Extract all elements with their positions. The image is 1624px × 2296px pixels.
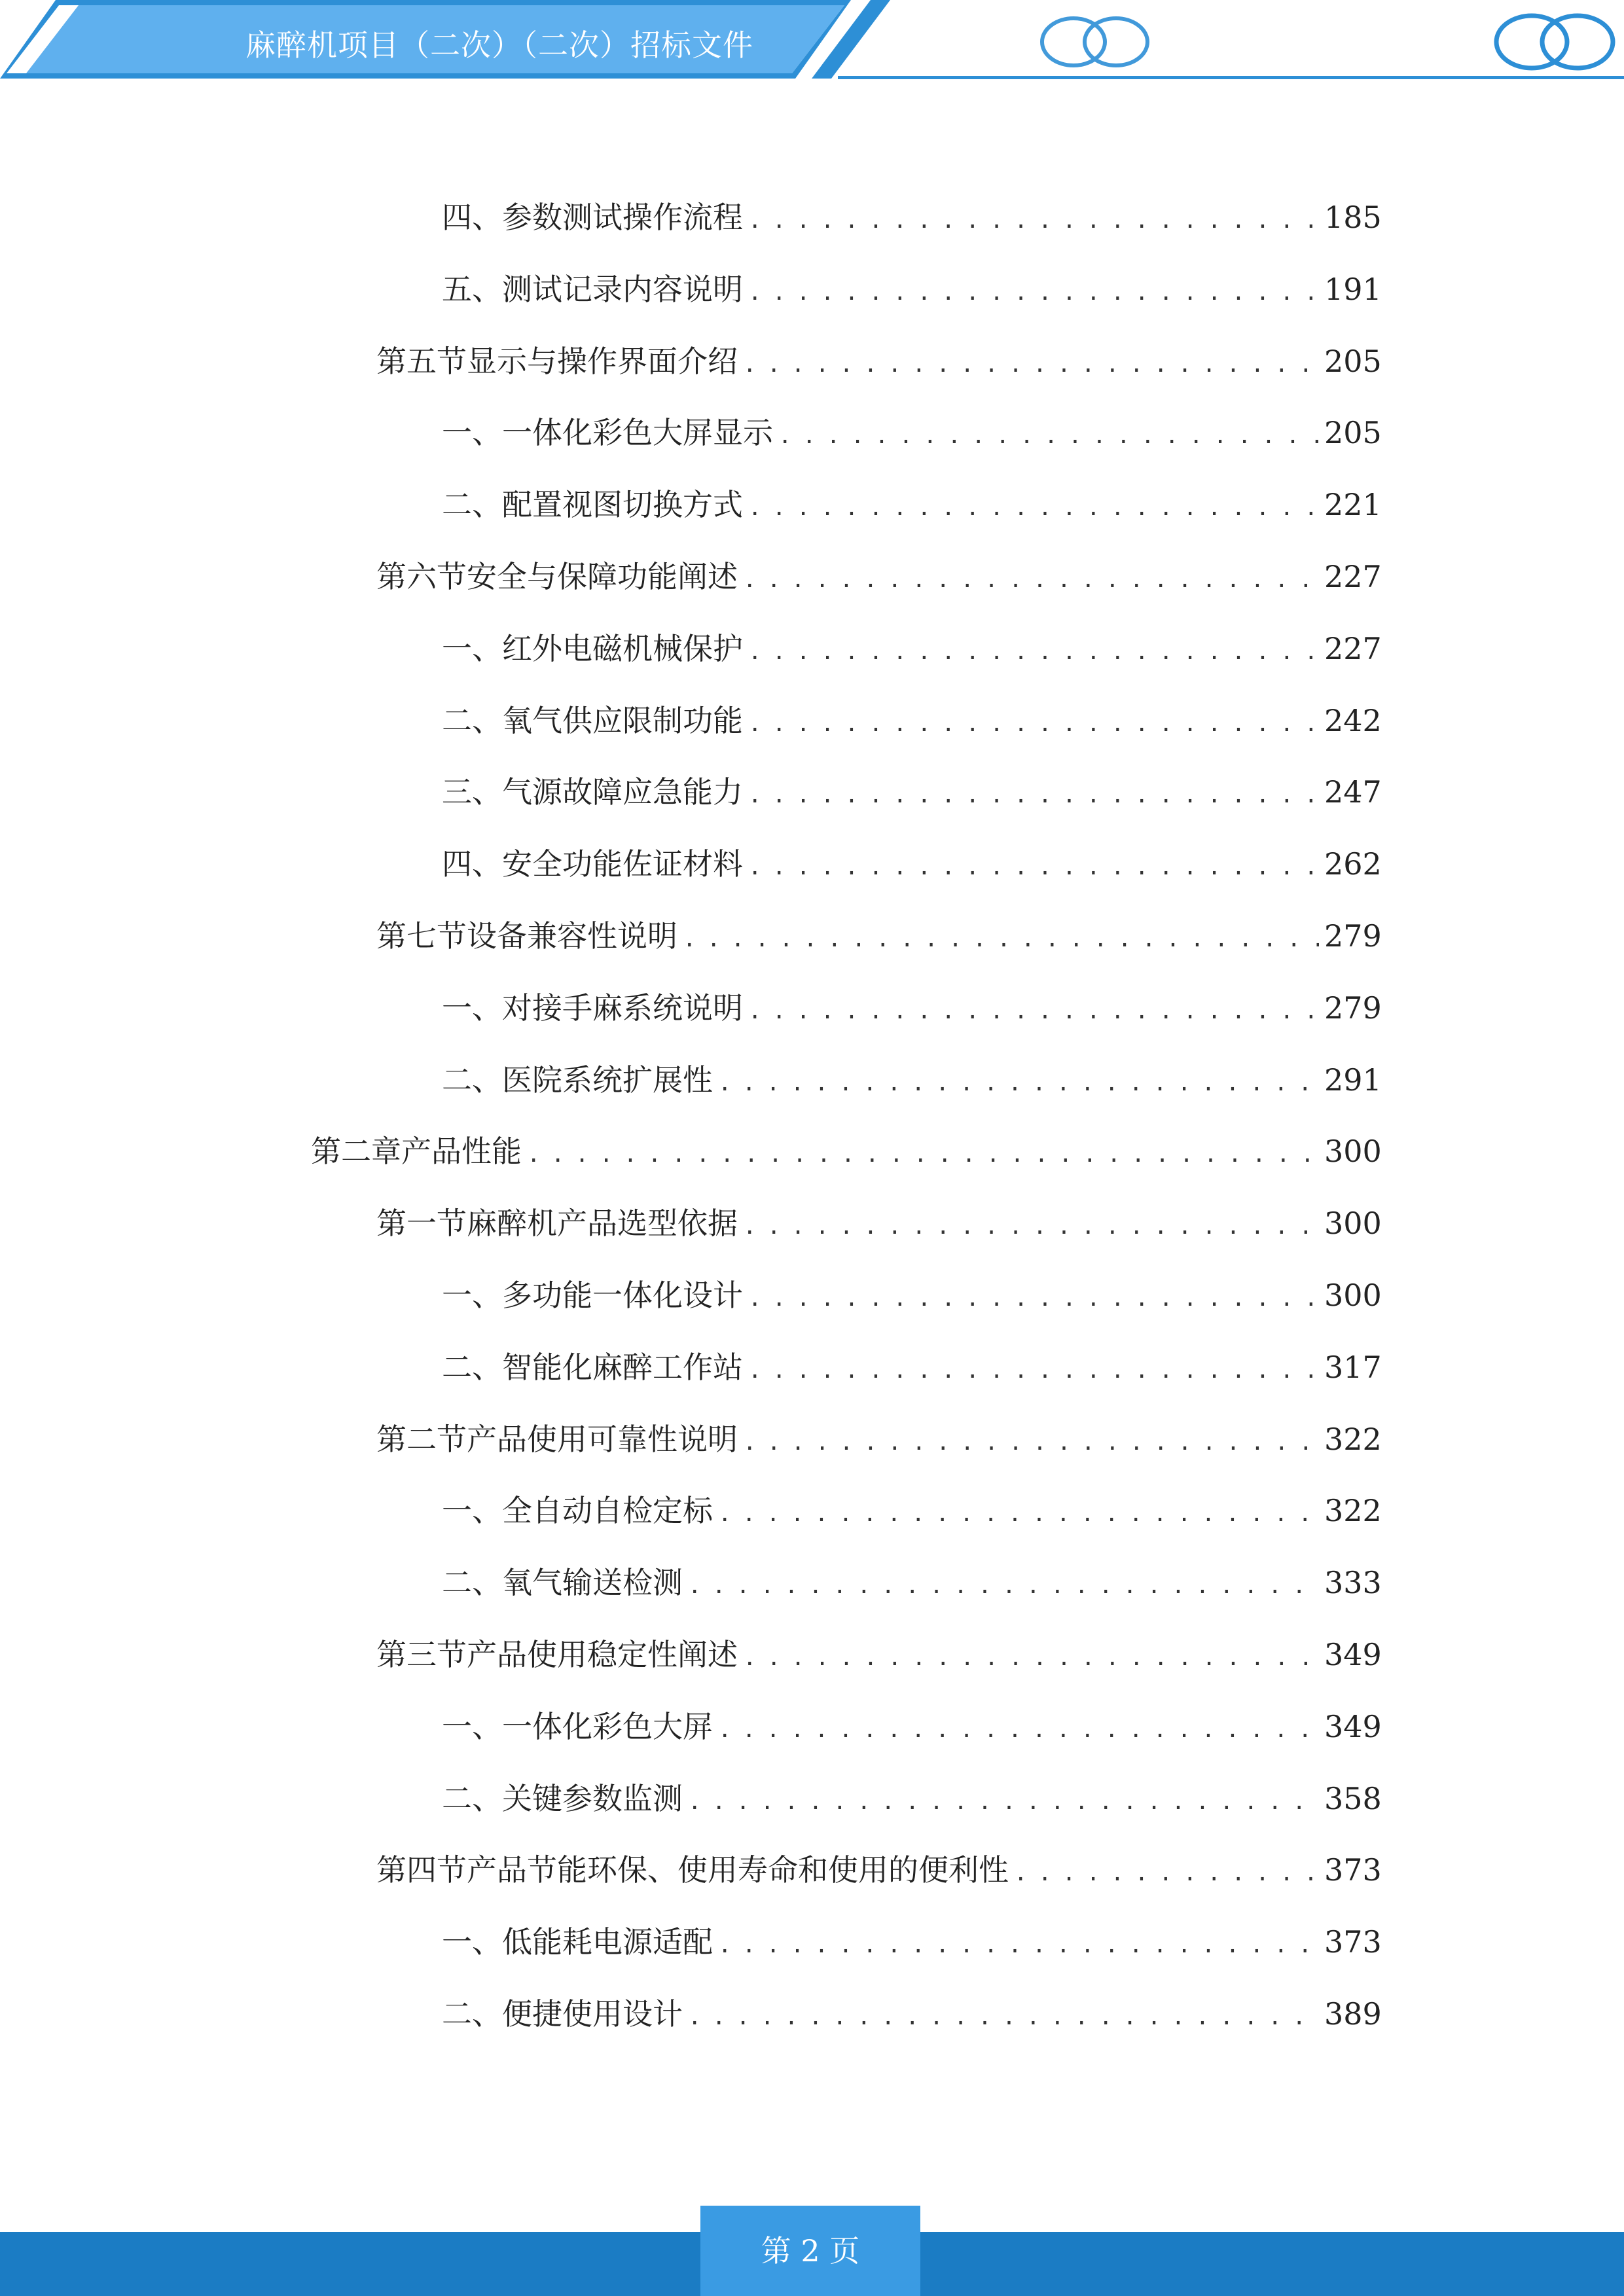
toc-dot-leader [688, 1779, 1319, 1825]
toc-entry-page: 389 [1324, 1996, 1382, 2032]
toc-dot-leader [688, 1563, 1319, 1609]
toc-entry[interactable] [442, 769, 1382, 815]
toc-dot-leader [748, 1276, 1319, 1321]
toc-dot-leader [718, 1707, 1319, 1753]
toc-dot-leader [743, 342, 1319, 387]
toc-dot-leader [1014, 1850, 1319, 1896]
toc-entry[interactable] [442, 410, 1382, 456]
toc-entry-page: 322 [1324, 1422, 1382, 1457]
toc-entry-title: 智能化麻醉工作站 [502, 1350, 743, 1385]
toc-entry-title: 安全功能佐证材料 [502, 846, 743, 882]
toc-entry-page: 349 [1324, 1637, 1382, 1672]
toc-dot-leader [743, 1204, 1319, 1249]
toc-entry-title: 医院系统扩展性 [502, 1062, 713, 1098]
toc-entry[interactable] [442, 1560, 1382, 1605]
toc-entry-number: 一、 [442, 990, 502, 1026]
toc-dot-leader [748, 988, 1319, 1034]
toc-entry[interactable] [376, 338, 1382, 384]
toc-entry[interactable] [442, 1272, 1382, 1318]
toc-entry-number: 第一节 [376, 1206, 467, 1241]
toc-entry[interactable] [376, 554, 1382, 600]
toc-entry[interactable] [376, 1632, 1382, 1677]
toc-entry-number: 第六节 [376, 559, 467, 594]
toc-entry-page: 242 [1324, 703, 1382, 738]
toc-entry-page: 358 [1324, 1781, 1382, 1816]
toc-dot-leader [748, 772, 1319, 818]
toc-entry-page: 333 [1324, 1565, 1382, 1600]
toc-entry-number: 二、 [442, 1996, 502, 2032]
toc-entry-page: 227 [1324, 631, 1382, 666]
toc-entry[interactable] [442, 1488, 1382, 1534]
toc-entry-number: 二、 [442, 1350, 502, 1385]
toc-entry-title: 设备兼容性说明 [467, 918, 677, 954]
toc-entry-page: 291 [1324, 1062, 1382, 1098]
toc-entry-title: 产品使用可靠性说明 [467, 1422, 738, 1457]
toc-entry[interactable] [442, 626, 1382, 672]
toc-entry-number: 第七节 [376, 918, 467, 954]
toc-entry[interactable] [442, 985, 1382, 1031]
toc-entry-page: 262 [1324, 846, 1382, 882]
toc-entry-title: 配置视图切换方式 [502, 487, 743, 522]
toc-entry-title: 氧气供应限制功能 [502, 703, 743, 738]
toc-entry-page: 317 [1324, 1350, 1382, 1385]
toc-dot-leader [743, 1635, 1319, 1681]
toc-entry[interactable] [442, 1776, 1382, 1821]
toc-entry-page: 191 [1324, 272, 1382, 307]
toc-entry[interactable] [442, 1704, 1382, 1749]
toc-entry-number: 第四节 [376, 1852, 467, 1888]
toc-entry-number: 一、 [442, 631, 502, 666]
toc-entry-number: 二、 [442, 1062, 502, 1098]
toc-entry-title: 测试记录内容说明 [502, 272, 743, 307]
toc-dot-leader [748, 198, 1319, 243]
toc-entry-number: 一、 [442, 1924, 502, 1960]
toc-entry-number: 二、 [442, 487, 502, 522]
toc-dot-leader [718, 1060, 1319, 1106]
toc-entry-page: 279 [1324, 918, 1382, 954]
toc-entry[interactable] [442, 1057, 1382, 1103]
toc-entry-page: 300 [1324, 1206, 1382, 1241]
toc-entry-number: 第三节 [376, 1637, 467, 1672]
toc-entry-title: 显示与操作界面介绍 [467, 344, 738, 379]
toc-entry-number: 五、 [442, 272, 502, 307]
toc-entry[interactable] [442, 194, 1382, 240]
toc-dot-leader [748, 701, 1319, 747]
toc-entry-title: 麻醉机产品选型依据 [467, 1206, 738, 1241]
toc-entry[interactable] [442, 482, 1382, 528]
toc-entry-number: 一、 [442, 1493, 502, 1528]
toc-entry-title: 低能耗电源适配 [502, 1924, 713, 1960]
toc-entry-title: 全自动自检定标 [502, 1493, 713, 1528]
toc-entry-number: 三、 [442, 774, 502, 810]
toc-entry-page: 349 [1324, 1709, 1382, 1744]
toc-entry-number: 第二节 [376, 1422, 467, 1457]
toc-entry[interactable] [442, 266, 1382, 312]
toc-entry[interactable] [376, 1847, 1382, 1893]
toc-entry-page: 373 [1324, 1924, 1382, 1960]
toc-dot-leader [748, 485, 1319, 531]
toc-dot-leader [748, 1348, 1319, 1393]
toc-entry-page: 279 [1324, 990, 1382, 1026]
toc-entry-page: 300 [1324, 1134, 1382, 1169]
toc-dot-leader [743, 557, 1319, 603]
toc-entry[interactable] [442, 1344, 1382, 1390]
toc-entry-title: 红外电磁机械保护 [502, 631, 743, 666]
toc-entry-page: 221 [1324, 487, 1382, 522]
toc-entry-title: 对接手麻系统说明 [502, 990, 743, 1026]
page-number: 第 2 页 [761, 2233, 860, 2269]
toc-entry-number: 四、 [442, 200, 502, 235]
toc-dot-leader [718, 1491, 1319, 1537]
toc-entry-page: 322 [1324, 1493, 1382, 1528]
toc-dot-leader [743, 1420, 1319, 1465]
toc-entry-title: 参数测试操作流程 [502, 200, 743, 235]
toc-entry-number: 一、 [442, 415, 502, 450]
toc-entry-number: 二、 [442, 1565, 502, 1600]
toc-entry[interactable] [442, 1991, 1382, 2037]
toc-dot-leader [748, 844, 1319, 890]
toc-entry[interactable] [376, 913, 1382, 959]
toc-dot-leader [748, 629, 1319, 675]
toc-entry-title: 产品节能环保、使用寿命和使用的便利性 [467, 1852, 1009, 1888]
document-title: 麻醉机项目（二次）（二次）招标文件 [245, 27, 753, 63]
toc-entry-number: 二、 [442, 1781, 502, 1816]
toc-entry-number: 二、 [442, 703, 502, 738]
toc-dot-leader [527, 1132, 1319, 1177]
toc-dot-leader [748, 270, 1319, 315]
toc-entry-page: 205 [1324, 344, 1382, 379]
toc-entry-title: 氧气输送检测 [502, 1565, 683, 1600]
toc-entry[interactable] [376, 1200, 1382, 1246]
toc-dot-leader [688, 1994, 1319, 2040]
toc-entry-title: 产品性能 [401, 1134, 522, 1169]
toc-entry[interactable] [442, 698, 1382, 744]
toc-entry-page: 227 [1324, 559, 1382, 594]
toc-entry-title: 多功能一体化设计 [502, 1278, 743, 1313]
toc-entry-page: 300 [1324, 1278, 1382, 1313]
toc-entry-number: 四、 [442, 846, 502, 882]
toc-entry-title: 一体化彩色大屏 [502, 1709, 713, 1744]
toc-entry-title: 一体化彩色大屏显示 [502, 415, 773, 450]
toc-entry[interactable] [376, 1416, 1382, 1462]
toc-entry-page: 247 [1324, 774, 1382, 810]
toc-entry-title: 产品使用稳定性阐述 [467, 1637, 738, 1672]
toc-entry-page: 205 [1324, 415, 1382, 450]
toc-entry-page: 373 [1324, 1852, 1382, 1888]
toc-entry-number: 一、 [442, 1709, 502, 1744]
toc-entry-title: 气源故障应急能力 [502, 774, 743, 810]
toc-dot-leader [718, 1922, 1319, 1968]
toc-entry-title: 关键参数监测 [502, 1781, 683, 1816]
toc-entry[interactable] [442, 1919, 1382, 1965]
toc-dot-leader [778, 413, 1319, 459]
toc-entry-title: 便捷使用设计 [502, 1996, 683, 2032]
toc-entry[interactable] [311, 1128, 1382, 1174]
toc-entry-number: 第二章 [311, 1134, 401, 1169]
toc-entry-title: 安全与保障功能阐述 [467, 559, 738, 594]
toc-entry[interactable] [442, 841, 1382, 887]
toc-entry-number: 一、 [442, 1278, 502, 1313]
toc-dot-leader [683, 916, 1319, 962]
toc-entry-page: 185 [1324, 200, 1382, 235]
toc-entry-number: 第五节 [376, 344, 467, 379]
